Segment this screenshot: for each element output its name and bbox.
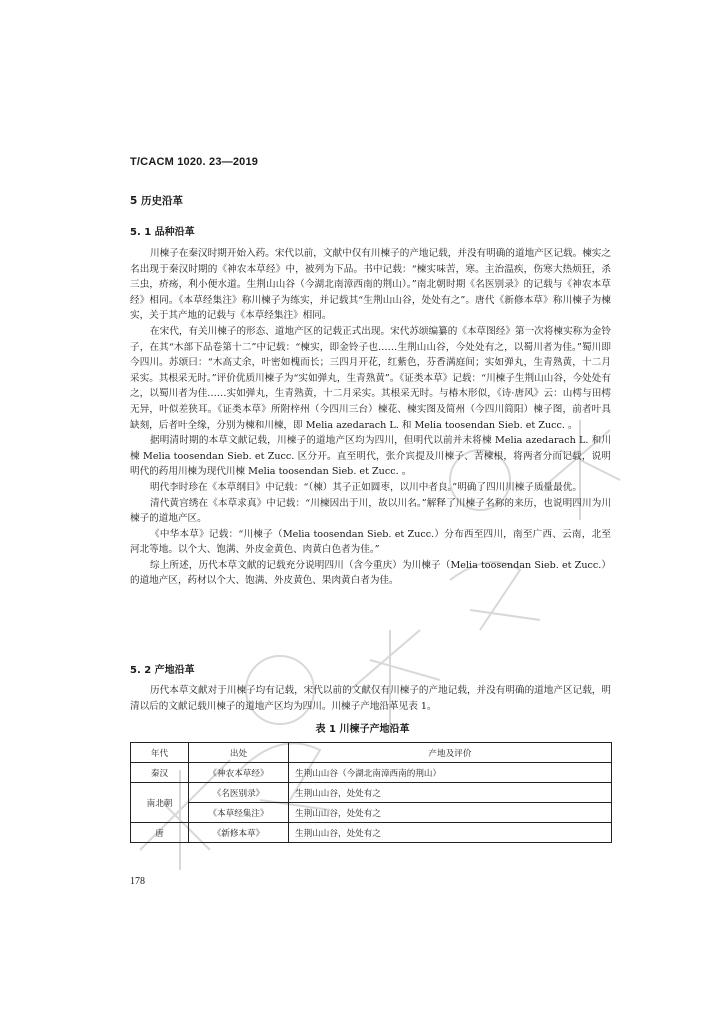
origin-history-text: [130, 683, 611, 714]
origin-history-table: [130, 742, 612, 843]
table-header-row: [131, 743, 612, 763]
origin-cell: 生荆山山谷，处处有之: [289, 823, 612, 843]
subsection-heading-origin: 5. 2 产地沿革: [130, 665, 195, 676]
paragraph: 历代本草文献对于川楝子均有记载，宋代以前的文献仅有川楝子的产地记载，并没有明确的道地产区记载，明清以后的文献记载川楝子的道地产区均为四川。川楝子产地沿革见表 1。: [130, 685, 611, 712]
table-row: [131, 763, 612, 783]
source-cell: 《新修本草》: [189, 823, 289, 843]
origin-cell: 生荆山山谷，处处有之: [289, 783, 612, 803]
paragraph: 清代黄宫绣在《本草求真》中记载：“川楝因出于川，故以川名。”解释了川楝子名称的来历，也说明四川为川楝子的道地产区。: [130, 497, 611, 525]
table-caption: 表 1 川楝子产地沿革: [315, 724, 410, 735]
variety-history-text: [130, 246, 611, 589]
paragraph: 《中华本草》记载：“川楝子（Melia toosendan Sieb. et Zucc.）分布西至四川，南至广西、云南，北至河北等地。以个大、饱满、外皮金黄色、肉黄白色者为佳。”: [130, 528, 611, 556]
paragraph: 据明清时期的本草文献记载，川楝子的道地产区均为四川，但明代以前并未将楝 Melia azedarach L. 和川楝 Melia toosendan Sieb. et Zucc. 区分开。直至明代，张介宾提及川楝子、苦楝根，将两者分而记载，说明明代的药用川楝为现代川楝 Melia toosendan Sieb. et Zucc. 。: [130, 435, 611, 478]
source-cell: 《名医别录》: [189, 783, 289, 803]
section-heading-history: 5 历史沿革: [130, 195, 183, 207]
subsection-heading-variety: 5. 1 品种沿革: [130, 227, 195, 238]
era-cell: 秦汉: [131, 763, 189, 783]
origin-cell: 生荆山山谷，处处有之: [289, 803, 612, 823]
source-cell: 《本草经集注》: [189, 803, 289, 823]
paragraph: 川楝子在秦汉时期开始入药。宋代以前，文献中仅有川楝子的产地记载，并没有明确的道地产区记载。楝实之名出现于秦汉时期的《神农本草经》中，被列为下品。书中记载：“楝实味苦，寒。主治温疾，伤寒大热烦狂，杀三虫，疥疡，利小便水道。生荆山山谷（今湖北南漳西南的荆山）。”南北朝时期《名医别录》的记载与《神农本草经》相同。《本草经集注》称川楝子为练实，并记载其“生荆山山谷，处处有之”。唐代《新修本草》称川楝子为楝实，关于其产地的记载与《本草经集注》相同。: [130, 248, 611, 322]
era-cell: 南北朝: [131, 783, 189, 823]
paragraph: 明代李时珍在《本草纲目》中记载：“（楝）其子正如圆枣，以川中者良。”明确了四川川楝子质量最优。: [150, 481, 582, 493]
paragraph: 综上所述，历代本草文献的记载充分说明四川（含今重庆）为川楝子（Melia toosendan Sieb. et Zucc.）的道地产区，药材以个大、饱满、外皮黄色、果肉黄白者为佳。: [130, 559, 611, 587]
origin-cell: 生荆山山谷（今湖北南漳西南的荆山）: [289, 763, 612, 783]
column-header-era: 年代: [131, 743, 189, 763]
page-number: 178: [130, 876, 145, 887]
standard-id: T/CACM 1020. 23—2019: [130, 156, 259, 168]
column-header-origin: 产地及评价: [289, 743, 612, 763]
table-row: [131, 783, 612, 803]
era-cell: 唐: [131, 823, 189, 843]
paragraph: 在宋代，有关川楝子的形态、道地产区的记载正式出现。宋代苏颂编纂的《本草图经》第一次将楝实称为金铃子，在其“木部下品卷第十二”中记载：“楝实，即金铃子也……生荆山山谷，今处处有之，以蜀川者为佳。”蜀川即今四川。苏颂曰：“木高丈余，叶密如槐而长；三四月开花，红紫色，芬香满庭间；实如弹丸，生青熟黄，十二月采实。其根采无时。”评价优质川楝子为“实如弹丸，生青熟黄”。《证类本草》记载：“川楝子生荆山山谷，今处处有之，以蜀川者为佳……实如弹丸，生青熟黄，十二月采实。其根采无时。与椿木形似，《诗·唐风》云：山樗与田樗无异，叶似差狭耳。《证类本草》所附梓州（今四川三台）楝花、楝实图及简州（今四川简阳）楝子图，前者叶具缺刻，后者叶全缘，分别为楝和川楝，即 Melia azedarach L. 和 Melia toosendan Sieb. et Zucc. 。: [130, 325, 611, 431]
column-header-source: 出处: [189, 743, 289, 763]
table-row: [131, 823, 612, 843]
table-row: [131, 803, 612, 823]
source-cell: 《神农本草经》: [189, 763, 289, 783]
